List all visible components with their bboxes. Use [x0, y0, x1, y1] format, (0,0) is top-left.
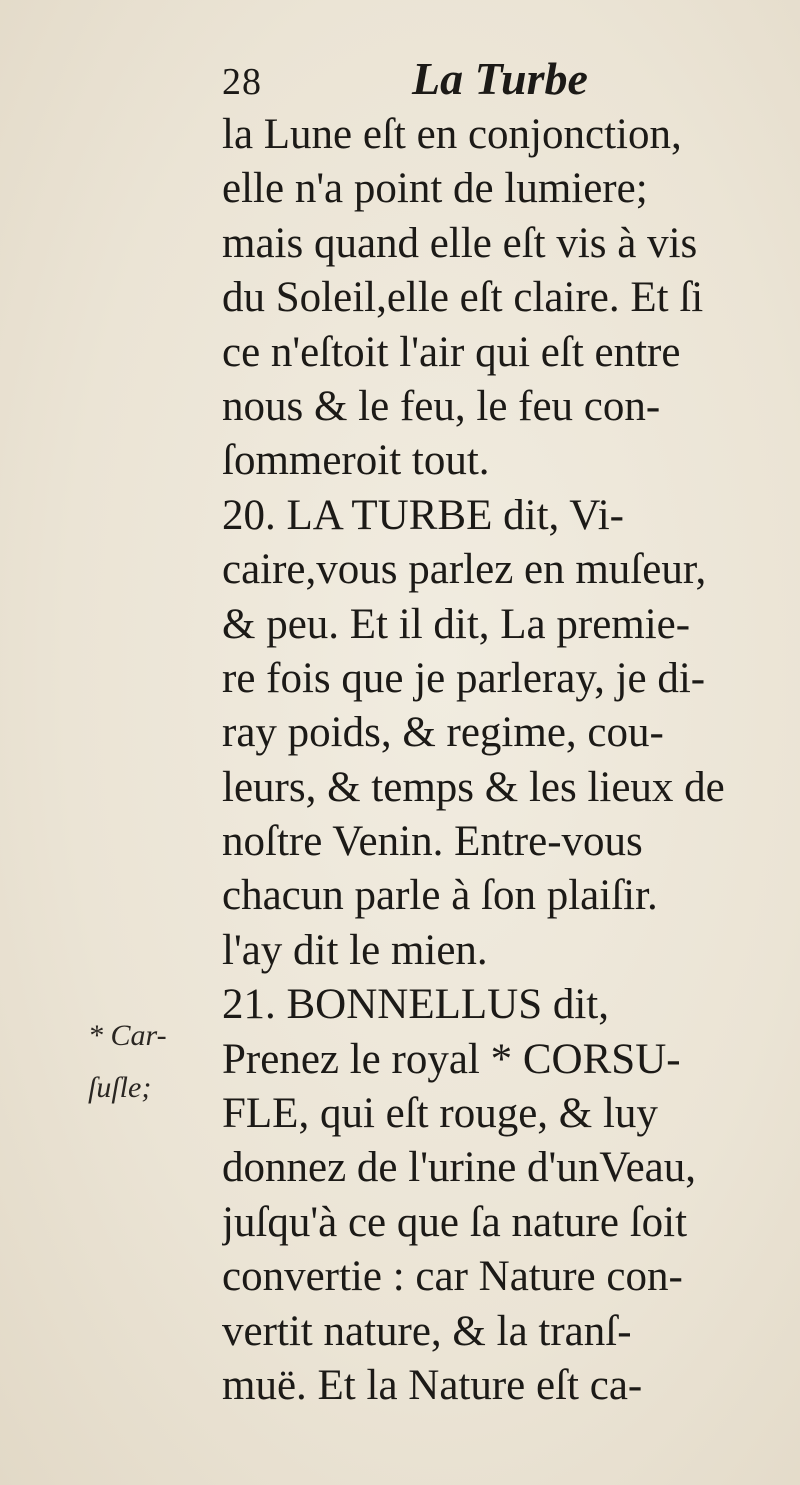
- text-line: & peu. Et il dit, La premie-: [222, 600, 691, 648]
- text-line: l'ay dit le mien.: [222, 926, 488, 974]
- text-line: Prenez le royal * CORSU-: [222, 1035, 681, 1083]
- text-line: convertie : car Nature con-: [222, 1253, 683, 1301]
- margin-note: [88, 1010, 198, 1114]
- text-line: leurs, & temps & les lieux de: [222, 763, 725, 811]
- text-line: donnez de l'urine d'unVeau,: [222, 1144, 697, 1192]
- text-line: vertit nature, & la tranſ-: [222, 1307, 632, 1355]
- text-line: muë. Et la Nature eſt ca-: [222, 1361, 643, 1409]
- text-line: la Lune eſt en conjonction,: [222, 111, 682, 158]
- running-title: La Turbe: [412, 53, 588, 104]
- text-line: 20. LA TURBE dit, Vi-: [222, 491, 624, 539]
- text-line: du Soleil,elle eſt claire. Et ſi: [222, 274, 704, 322]
- page-number: 28: [222, 61, 262, 103]
- text-line: elle n'a point de lumiere;: [222, 165, 648, 213]
- text-line: chacun parle à ſon plaiſir.: [222, 872, 658, 920]
- text-line: ſommeroit tout.: [222, 437, 490, 485]
- page-header: [222, 52, 742, 112]
- body-text: [222, 108, 782, 1413]
- text-line: mais quand elle eſt vis à vis: [222, 219, 698, 267]
- margin-note-line: ſuſle;: [88, 1071, 152, 1104]
- text-line: ce n'eſtoit l'air qui eſt entre: [222, 328, 681, 376]
- text-line: FLE, qui eſt rouge, & luy: [222, 1090, 658, 1138]
- text-line: nous & le feu, le feu con-: [222, 382, 661, 430]
- text-line: caire,vous parlez en muſeur,: [222, 546, 707, 594]
- text-line: noſtre Venin. Entre-vous: [222, 818, 643, 866]
- text-line: juſqu'à ce que ſa nature ſoit: [222, 1198, 688, 1246]
- text-line: 21. BONNELLUS dit,: [222, 981, 609, 1029]
- text-line: ray poids, & regime, cou-: [222, 709, 664, 757]
- margin-note-line: * Car-: [88, 1019, 167, 1052]
- text-line: re fois que je parleray, je di-: [222, 654, 706, 702]
